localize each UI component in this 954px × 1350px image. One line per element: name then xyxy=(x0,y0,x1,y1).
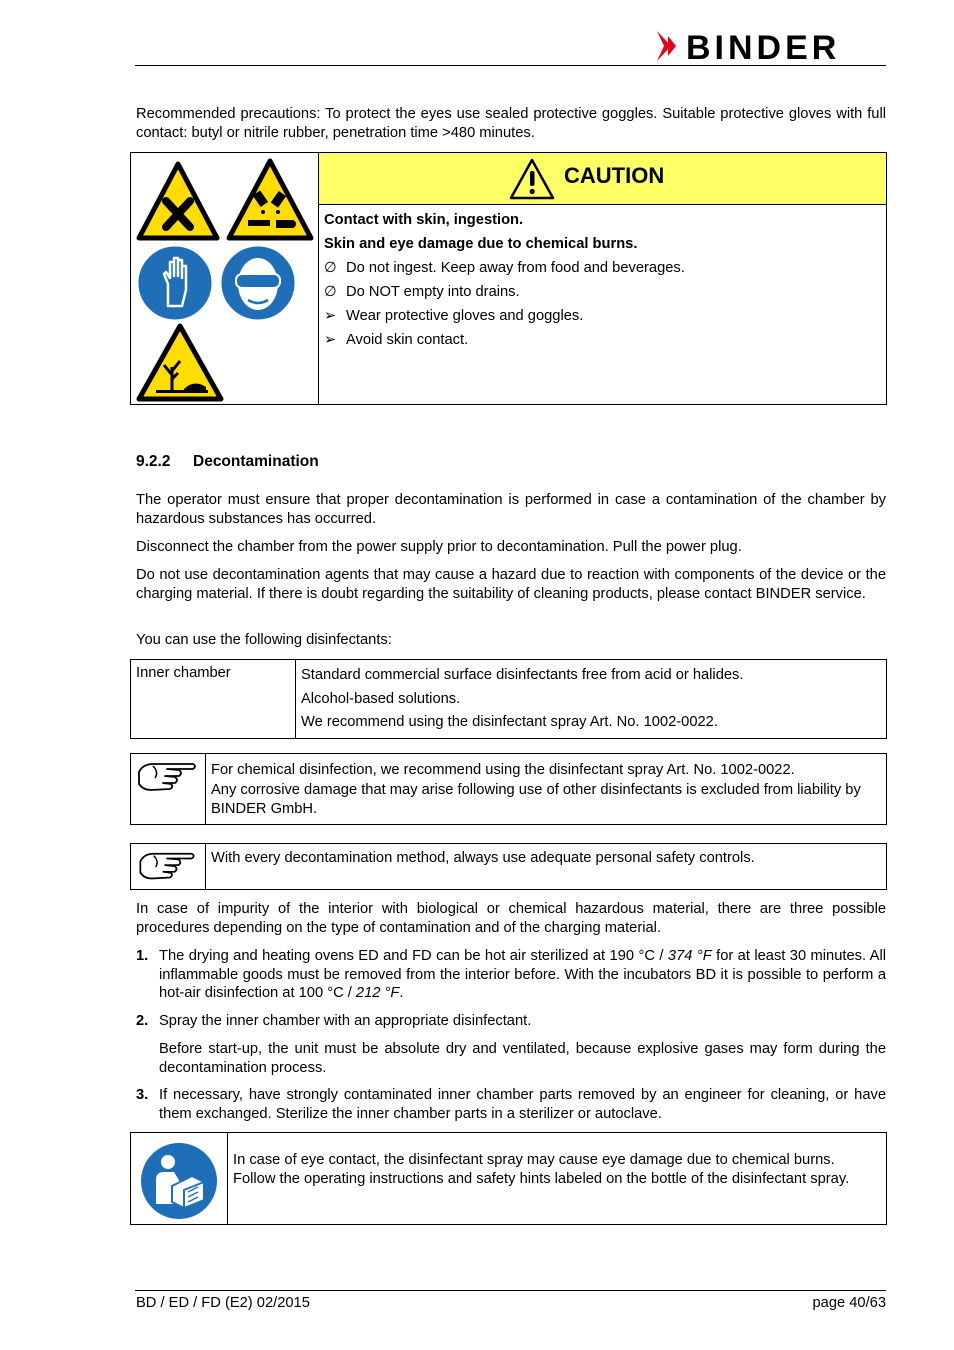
caution-item: ➢ Avoid skin contact. xyxy=(324,332,469,348)
footer-page-number: page 40/63 xyxy=(812,1295,886,1311)
warning-triangle-icon xyxy=(509,158,555,200)
intro-paragraph: Recommended precautions: To protect the eyes use sealed protective goggles. Suitable protective gloves with full contact: butyl or nitrile rubber, penetration time >480 minutes. xyxy=(136,106,886,141)
list-item: Spray the inner chamber with an appropriate disinfectant. xyxy=(159,1013,532,1029)
footer-document-id: BD / ED / FD (E2) 02/2015 xyxy=(136,1295,310,1311)
note-box xyxy=(130,1132,887,1225)
protective-gloves-icon xyxy=(136,244,214,322)
binder-logo xyxy=(655,29,887,63)
note-text: With every decontamination method, always use adequate personal safety controls. xyxy=(211,850,755,866)
note-text: For chemical disinfection, we recommend using the disinfectant spray Art. No. 1002-0022. Any corrosive damage that may arise following use of other disinfectants is excluded from liability by BINDER GmbH. xyxy=(211,762,861,817)
caution-item: ∅ Do NOT empty into drains. xyxy=(324,284,520,300)
disinfectants-table xyxy=(130,659,887,739)
pointing-hand-icon xyxy=(131,844,206,889)
list-number: 3. xyxy=(136,1087,149,1103)
svg-text:BINDER: BINDER xyxy=(686,29,841,63)
list-item: If necessary, have strongly contaminated inner chamber parts removed by an engineer for cleaning, or have them exchanged. Sterilize the inner chamber parts in a sterilizer or autoclave. xyxy=(159,1087,886,1122)
paragraph: Disconnect the chamber from the power supply prior to decontamination. Pull the power plug. xyxy=(136,539,742,555)
paragraph: Do not use decontamination agents that may cause a hazard due to reaction with components of the device or the charging material. If there is doubt regarding the suitability of cleaning products, please contact BINDER service. xyxy=(136,567,886,602)
table-cell-label: Inner chamber xyxy=(131,660,296,739)
table-row xyxy=(131,660,887,739)
caution-item: ➢ Wear protective gloves and goggles. xyxy=(324,308,584,324)
caution-item: ∅ Do not ingest. Keep away from food and beverages. xyxy=(324,260,685,276)
caution-heading-1: Contact with skin, ingestion. xyxy=(324,212,524,228)
paragraph: The operator must ensure that proper decontamination is performed in case a contamination of the chamber by hazardous substances has occurred. xyxy=(136,492,886,527)
list-number: 1. xyxy=(136,948,149,964)
read-manual-icon xyxy=(131,1133,228,1224)
table-cell-content: Standard commercial surface disinfectants free from acid or halides. Alcohol-based solutions. We recommend using the disinfectant spray Art. No. 1002-0022. xyxy=(296,660,887,739)
header-rule xyxy=(135,65,886,66)
hazard-icons xyxy=(131,153,319,404)
safety-goggles-icon xyxy=(218,244,298,322)
note-box xyxy=(130,753,887,825)
harmful-warning-icon xyxy=(136,161,220,241)
footer-rule xyxy=(135,1290,886,1291)
caution-title: CAUTION xyxy=(564,163,665,188)
caution-header xyxy=(319,153,886,205)
procedures-intro: In case of impurity of the interior with biological or chemical hazardous material, there are three possible procedures depending on the type of contamination and of the charging material. xyxy=(136,901,886,936)
list-item: The drying and heating ovens ED and FD can be hot air sterilized at 190 °C / 374 °F for at least 30 minutes. All inflammable goods must be removed from the interior before. With the incubators BD it is possible to perform a hot-air disinfection at 100 °C / 212 °F. xyxy=(159,948,886,1001)
caution-heading-2: Skin and eye damage due to chemical burns. xyxy=(324,235,638,252)
pointing-hand-icon xyxy=(131,754,206,824)
note-text: In case of eye contact, the disinfectant spray may cause eye damage due to chemical burns. Follow the operating instructions and safety hints labeled on the bottle of the disinfectant spray. xyxy=(233,1152,850,1187)
list-number: 2. xyxy=(136,1013,149,1029)
list-item-extra: Before start-up, the unit must be absolute dry and ventilated, because explosive gases may form during the decontamination process. xyxy=(159,1041,886,1076)
caution-body xyxy=(324,209,879,352)
environmental-hazard-icon xyxy=(136,323,224,402)
caution-box xyxy=(130,152,887,405)
section-heading: 9.2.2 Decontamination xyxy=(136,453,319,470)
corrosive-warning-icon xyxy=(226,158,314,241)
paragraph: You can use the following disinfectants: xyxy=(136,632,392,648)
note-box xyxy=(130,843,887,890)
